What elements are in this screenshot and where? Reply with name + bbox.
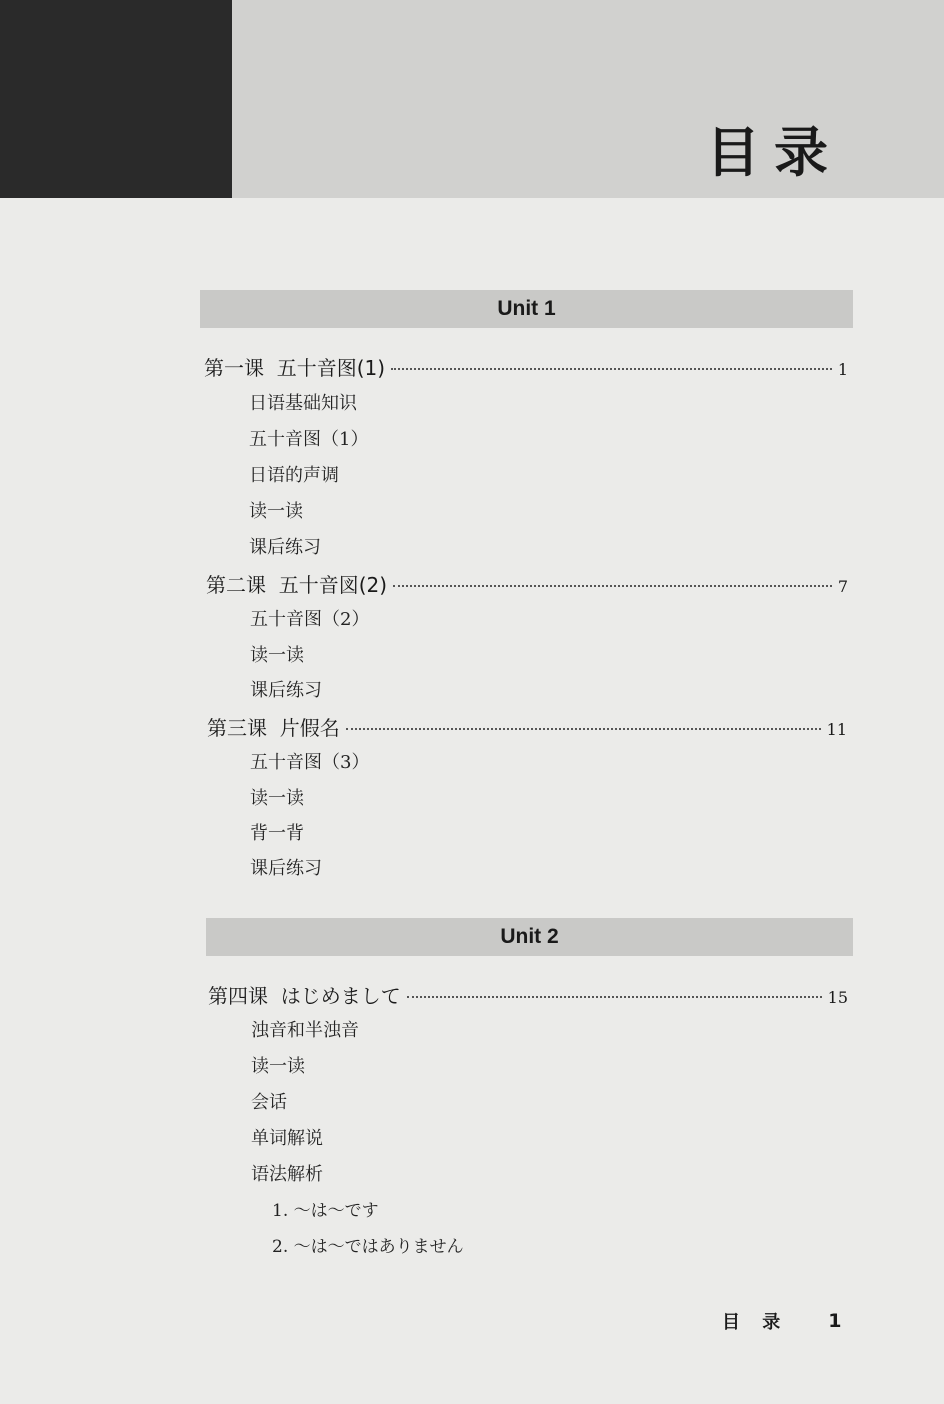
list-item: 五十音图（1） [249, 429, 369, 450]
lesson-title: はじめまして [280, 984, 401, 1008]
list-item: 五十音图（3） [250, 752, 370, 773]
lesson-page-number: 11 [826, 720, 847, 739]
list-item: 五十音图（2） [250, 609, 370, 630]
lesson-title: 五十音图(1) [276, 356, 386, 380]
lesson-number: 第四课 [208, 984, 268, 1008]
lesson-number: 第一课 [204, 356, 264, 380]
lesson-number: 第三课 [207, 716, 267, 740]
lesson-number: 第二课 [206, 573, 266, 597]
list-item: 背一背 [250, 823, 304, 844]
list-item: 语法解析 [251, 1164, 323, 1185]
list-item: 读一读 [250, 645, 304, 666]
list-item: 日语基础知识 [249, 393, 357, 414]
list-item: 日语的声调 [249, 465, 339, 486]
grammar-subitem: 2. ～は～ではありません [272, 1237, 464, 1257]
list-item: 浊音和半浊音 [251, 1020, 359, 1041]
page-title: 目录 [706, 121, 842, 184]
page-footer [722, 1308, 842, 1334]
list-item: 读一读 [249, 501, 303, 522]
list-item: 课后练习 [250, 680, 322, 701]
lesson-page-number: 7 [837, 577, 848, 596]
list-item: 课后练习 [250, 858, 322, 879]
lesson-4-entry [208, 983, 848, 1011]
unit-2-header: Unit 2 [206, 918, 853, 956]
dot-leader [393, 585, 832, 587]
list-item: 会话 [251, 1092, 287, 1113]
lesson-page-number: 15 [827, 988, 848, 1007]
dot-leader [346, 728, 821, 730]
unit-1-header: Unit 1 [200, 290, 853, 328]
list-item: 单词解说 [251, 1128, 323, 1149]
grammar-subitem: 1. ～は～です [272, 1201, 379, 1221]
list-item: 读一读 [251, 1056, 305, 1077]
list-item: 读一读 [250, 788, 304, 809]
dot-leader [391, 368, 832, 370]
footer-page-number: 1 [828, 1310, 842, 1332]
lesson-title: 五十音図(2) [278, 573, 388, 597]
lesson-1-entry [204, 355, 848, 383]
list-item: 课后练习 [249, 537, 321, 558]
lesson-3-entry [207, 715, 847, 743]
lesson-title: 片假名 [279, 716, 340, 740]
lesson-page-number: 1 [837, 360, 848, 379]
footer-label: 目 录 [722, 1312, 789, 1333]
lesson-2-entry [206, 572, 848, 600]
header-dark-block [0, 0, 232, 198]
dot-leader [407, 996, 822, 998]
